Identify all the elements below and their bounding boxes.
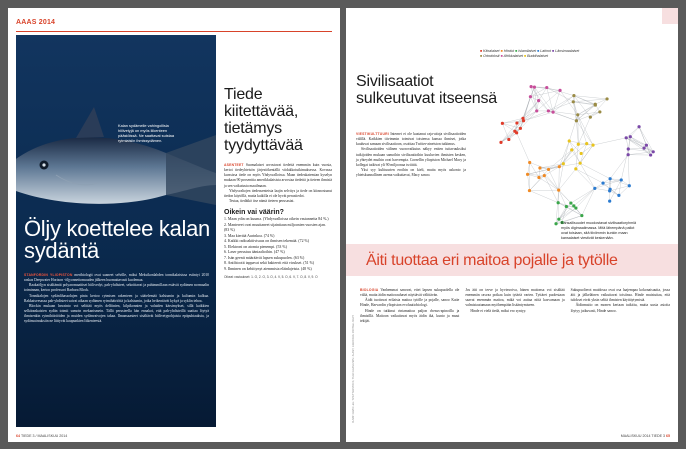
network-edge <box>531 87 537 111</box>
network-edge <box>590 99 607 117</box>
network-node <box>533 86 536 89</box>
network-edge <box>544 167 559 176</box>
network-edge <box>574 96 595 105</box>
network-node <box>545 86 548 89</box>
network-node <box>543 174 546 177</box>
milk-lead: BIOLOGIA <box>360 288 379 292</box>
legend-item: ■ Länsimaalaiset <box>552 49 580 53</box>
network-node <box>637 125 640 128</box>
network-node <box>501 122 504 125</box>
network-node <box>568 139 571 142</box>
network-edge <box>553 90 560 112</box>
network-node <box>551 110 554 113</box>
network-node <box>627 153 630 156</box>
network-edge <box>563 144 586 164</box>
network-edge <box>574 96 607 99</box>
quiz-item: 8. Antibiootit tappavat sekä bakteerit että virukset. (51 %) <box>224 261 315 266</box>
fish-paragraph: Blockin mukaan havainto voi selittää myös delfiinien, kilpikonnien ja valaiden kärsimykset, sillä kaikkien selkärankaisten sydän toimii samoin mekanismein. Tällä perusteella hän ennakoi, että pah-yhdisteillä saattaa löytyä ihmisenkin rytmihäiriöiden ja muiden sydänvaivojen takaa. Ilmansaasteet sisältävät hiilivetypohjaisia epäpuhtauksia, ja sydänsairauksiin ne liittyvät kaupunkien liikenteestä. <box>24 303 209 324</box>
network-node <box>629 135 632 138</box>
milk-column <box>465 288 564 324</box>
tiede-title: Tiede kiitettävää, tietämys tyydyttävää <box>224 86 303 154</box>
network-edge <box>574 188 595 206</box>
network-paragraph: Sivilisaatioiden välinen vuorovaikutus näkyy eniten tuttavuuksiksi tutkijoiden mukaan samoihin sivilisaatioihin kuuluvien ihmisten kesken, ja yhteydet muihin ovat harvempia. Cornellin yliopiston Michael Macy ja kollegat tutkivat yli 90 miljoonaa twiittiä. <box>356 147 466 167</box>
network-node <box>645 144 648 147</box>
network-node <box>620 178 623 181</box>
network-edge <box>578 117 590 144</box>
network-body <box>356 132 466 178</box>
fish-paragraph: Raakaöljyn sisältämät polyaromaattiset hiilivedyt, pah-yhdisteet, sekoittavat ja pahimmillaan estävät sydämen normaalin toiminnan, kertoo professori Barbara Block. <box>24 283 209 293</box>
network-edge <box>593 138 626 145</box>
network-node <box>652 150 655 153</box>
network-node <box>537 99 540 102</box>
quiz-title: Oikein vai väärin? <box>224 209 284 217</box>
network-edge <box>559 208 576 219</box>
network-edge <box>630 127 639 137</box>
network-node <box>585 142 588 145</box>
network-node <box>507 138 510 141</box>
footer-text: MAALISKUU 2014 TIEDE 3 <box>620 434 665 438</box>
network-node <box>528 161 531 164</box>
milk-title: Äiti tuottaa eri maitoa pojalle ja tytölle <box>366 252 618 269</box>
network-node <box>515 121 518 124</box>
network-edge <box>529 169 548 190</box>
network-edge <box>559 169 576 190</box>
tiede-paragraph: Testaa, tiedätkö itse nämä tieteen perusasiat. <box>229 199 295 204</box>
network-node <box>530 85 533 88</box>
network-node <box>547 168 550 171</box>
network-edge <box>544 176 558 203</box>
legend-item: ■ Hindut <box>500 49 515 53</box>
network-edge <box>523 97 530 119</box>
network-node <box>565 205 568 208</box>
network-edge <box>559 190 571 203</box>
network-edge <box>524 97 531 121</box>
milk-paragraph: Sukupuolierot maidossa ovat osa laajempaa kokonaisuutta, jossa äiti ja jälkeläinen vaikuttavat toisiinsa. Hinde muistuttaa, että tulokset eivät yksin selitä ihmisten käyttäytymistä. <box>570 288 670 303</box>
network-edge <box>528 163 530 175</box>
network-node <box>558 89 561 92</box>
network-edge <box>569 141 581 153</box>
network-node <box>605 97 608 100</box>
tiede-paragraph: Suomalaiset arvostavat tiedettä enemmän kuin vuosia, kertoi tiedeyhteisön järjestökentällä viidakkotutkimuksessa. Kovassa kurssissa tiede on myös Yhdysvalloissa. Maan tiedeakatemian kyselyn mukaan 90 prosenttia amerikkalaisista arvostaa tiedettä ja tieteen ihmisiä ja sen vaikutusta maailmaan. <box>224 163 332 188</box>
network-node <box>557 201 560 204</box>
legend-item: ■ Islamilaiset <box>515 49 537 53</box>
network-node <box>519 127 522 130</box>
network-node <box>589 116 592 119</box>
network-edge <box>628 155 629 186</box>
network-node <box>526 173 529 176</box>
left-page <box>8 8 340 442</box>
network-edge <box>548 102 573 111</box>
network-node <box>625 136 628 139</box>
network-edge <box>539 101 549 111</box>
milk-paragraph: Vanhemmat sanovat, ettei lapsen sukupuolella ole väliä, mutta äidin maitorauhaset näyttävät välittävän. <box>360 288 460 298</box>
fish-paragraph: Tonnikalojen sydänlihassolujen pinta kertoo rytmisen rakenteen ja säätelemää kalsiumin ja kaliumin kulkua. Rakkaisvesassa pah-yhdisteet saivat aikaan sydämen rytmihäiriöitä ja kalsiumin, jotka heikentävät kykyä ja syklin tehoa. <box>24 293 209 303</box>
network-edge <box>563 150 571 164</box>
network-edge <box>578 112 600 115</box>
legend-item: ■ Afrikkalaiset <box>500 54 523 59</box>
network-node <box>580 214 583 217</box>
network-node <box>554 222 557 225</box>
footer-text: TIEDE 3 / MAALISKUU 2014 <box>20 434 68 438</box>
network-node <box>601 182 604 185</box>
photo-credit: KUVAT: DAVID LEE / SHUTTERSTOCK, YUAN GUANGHAN / ALAMY, GRAFIIKKA: MICHAEL MACY <box>352 314 355 423</box>
quiz-item: 1. Maan ydin on kuuma. (Yhdysvalloissa oikein vastanneita 84 %.) <box>224 217 329 222</box>
network-node <box>522 119 525 122</box>
right-footer <box>621 434 670 438</box>
network-node <box>557 218 560 221</box>
network-node <box>529 95 532 98</box>
tiede-column <box>224 86 332 279</box>
network-edge <box>626 138 646 145</box>
network-edge <box>639 127 646 145</box>
network-node <box>617 194 620 197</box>
network-node <box>609 177 612 180</box>
network-node <box>572 94 575 97</box>
network-node <box>570 148 573 151</box>
network-node <box>593 187 596 190</box>
network-node <box>499 141 502 144</box>
section-tag: AAAS 2014 <box>16 19 56 26</box>
network-edge <box>528 174 530 190</box>
network-edge <box>553 96 574 112</box>
network-edge <box>524 112 554 121</box>
quiz-item: 2. Mantereet ovat muuttaneet sijaintiaan miljoonien vuosien ajan. (83 %) <box>224 222 326 233</box>
right-page <box>346 8 678 442</box>
network-edge <box>528 169 549 174</box>
network-node <box>628 184 631 187</box>
network-edge <box>572 150 580 163</box>
milk-column <box>571 288 670 324</box>
page-number: 64 <box>16 434 20 438</box>
header-rule <box>16 31 332 32</box>
network-node <box>598 110 601 113</box>
network-node <box>547 109 550 112</box>
network-node <box>574 167 577 170</box>
network-node <box>576 113 579 116</box>
network-edge <box>578 105 596 115</box>
network-edge <box>502 123 514 131</box>
legend-item: ■ Kiinalaiset <box>480 49 500 53</box>
network-node <box>558 165 561 168</box>
quiz-item: 5. Elektroni on atomia pienempi. (53 %) <box>224 244 287 249</box>
network-node <box>579 162 582 165</box>
tiede-body <box>224 163 332 204</box>
milk-paragraph: Äidit tuottavat erilaista maitoa tytölle ja pojalle, sanoo Katie Hinde, Harvardin yliopiston evoluutiobiologi. <box>360 298 460 308</box>
network-edge <box>626 127 639 138</box>
network-node <box>528 189 531 192</box>
network-edge <box>610 155 628 179</box>
left-footer <box>16 434 67 438</box>
network-edge <box>529 191 558 203</box>
network-edge <box>529 176 544 191</box>
network-paragraph: Yksi syy kulttuurien eroihin on kieli, mutta myös uskonto ja yhteiskunnallinen asema vaikuttavat, Macy sanoo. <box>356 168 466 178</box>
quiz-item: 4. Kaikki radioaktiivisuus on ihmisen tekemää. (72 %) <box>224 239 310 244</box>
network-edge <box>576 144 578 169</box>
network-node <box>562 162 565 165</box>
network-node <box>572 100 575 103</box>
tiede-lead: ASENTEET <box>224 163 244 167</box>
fish-panel <box>16 35 216 427</box>
network-node <box>535 109 538 112</box>
legend-item: ■ Ortodoksit <box>480 54 500 59</box>
network-node <box>609 188 612 191</box>
network-edge <box>595 188 610 191</box>
quiz-item: 6. Laser perustuu ääniaaltoihin. (47 %) <box>224 250 285 255</box>
network-node <box>642 147 645 150</box>
network-edge <box>573 102 595 105</box>
network-node <box>591 143 594 146</box>
milk-columns <box>360 288 670 324</box>
milk-column <box>360 288 459 324</box>
network-node <box>594 103 597 106</box>
tiede-paragraph: Yhdysvaltojen tiedeasenteista laajin selvitys ja tiede on kiinnostunut tiedon käytöllä, mutta kaikilla ei ole hyvät perustiedot. <box>224 188 332 198</box>
quiz-item: 3. Maa kiertää Aurinkoa. (74 %) <box>224 233 275 238</box>
network-edge <box>590 112 600 117</box>
network-node <box>569 201 572 204</box>
milk-paragraph: Hinde ei vielä tiedä, miksi ero syntyy. <box>470 308 527 313</box>
network-edge <box>576 169 603 183</box>
network-node <box>575 119 578 122</box>
network-node <box>513 130 516 133</box>
network-title: Sivilisaatiot sulkeutuvat itseensä <box>356 73 497 107</box>
page-number: 65 <box>666 434 670 438</box>
network-edge <box>502 123 508 139</box>
network-edge <box>626 138 628 149</box>
network-edge <box>558 203 582 216</box>
quiz-item: 9. Ihminen on kehittynyt aiemmista eläinlajeista. (48 %) <box>224 266 312 271</box>
network-node <box>627 147 630 150</box>
fish-lead: STANFORDIN YLIOPISTON <box>24 273 73 277</box>
fish-paragraph: meribiologit ovat saaneet selville, miksi Meksikonlahden tonnikalaisissa esiintyi 2010 raskas Deepwater Horizon -öljyonnettomuuden jälkeen huomattavasti kuolemaa. <box>24 273 210 283</box>
network-node <box>608 200 611 203</box>
legend-item: ■ Latinot <box>537 49 552 53</box>
network-node <box>537 176 540 179</box>
quiz-answers: Oikeat vastaukset: 1. O, 2. O, 3. O, 4. V, 5. O, 6. V, 7. O, 8. V, 9. O <box>224 275 318 280</box>
network-edge <box>563 141 569 164</box>
network-node <box>649 153 652 156</box>
network-edge <box>576 121 593 145</box>
fish-article-title: Öljy koettelee kalan sydäntä <box>24 216 210 263</box>
network-legend <box>480 49 670 59</box>
milk-paragraph: Jos äiti on terve ja hyvinvoiva, hänen maitonsa voi sisältää enemmän rasvaa poikaa kuin tytärtä varten. Tyttäret puolestaan saavat enemmän maitoa, mikä voi auttaa niitä kasvamaan ja valmistautumaan myöhempään lisääntymiseen. <box>465 288 565 308</box>
network-edge <box>517 133 530 163</box>
network-node <box>577 143 580 146</box>
network-paragraph: Internet ei ole kaatanut raja-aitoja sivilisaatioiden välillä. Kaikkien tiivimmin toimivat toistensa kanssa ihmiset, jotka kuuluvat samaan sivilisaatioon, osoittaa Twitter-aineiston tutkimus. <box>356 132 466 147</box>
network-caption: Kansallisuudet muodostavat sivilisaatioryhmiä myös digimaailmassa. Mitä lähempänä pallot ovat toisiaan, sitä tiiviimmin kunkin maan kansalaiset viestivät keskenään. <box>561 221 637 240</box>
fish-image-caption: Kalan sydämelle vahingollisia hiilivetyjä on myös liikenteen päästöissä. Ne saattavat suistaa rytmiaisiin ihmissydämen. <box>118 123 175 143</box>
network-edge <box>578 115 587 144</box>
network-edge <box>540 168 559 190</box>
quiz-list <box>224 217 332 272</box>
network-edge <box>539 88 547 101</box>
milk-paragraph: Äidinmaito on monen kertaan tutkittu, mutta uusia asioita löytyy jatkuvasti, Hinde sanoo. <box>570 303 670 313</box>
legend-item: ■ Buddhalaiset <box>523 54 548 59</box>
network-edge <box>547 88 553 113</box>
quiz-item: 7. Isän geenit määräävät lapsen sukupuolen. (63 %) <box>224 255 305 260</box>
network-node <box>557 188 560 191</box>
network-node <box>580 152 583 155</box>
network-edge <box>576 112 599 121</box>
network-node <box>538 166 541 169</box>
civilization-network-graph <box>472 71 672 239</box>
network-node <box>574 206 577 209</box>
network-edge <box>544 176 558 190</box>
fish-article-body <box>24 273 209 325</box>
milk-paragraph: Hinde on tutkinut rintamaitoa paljon rhesus-apinoilla ja ihmisillä. Maitoon vaikuttavat myös äidin ikä, kunto ja muut tekijät. <box>360 308 460 323</box>
corner-mark <box>662 8 678 24</box>
network-edge <box>581 145 593 153</box>
network-lead: VIESTIKULTTUURI <box>356 132 389 136</box>
